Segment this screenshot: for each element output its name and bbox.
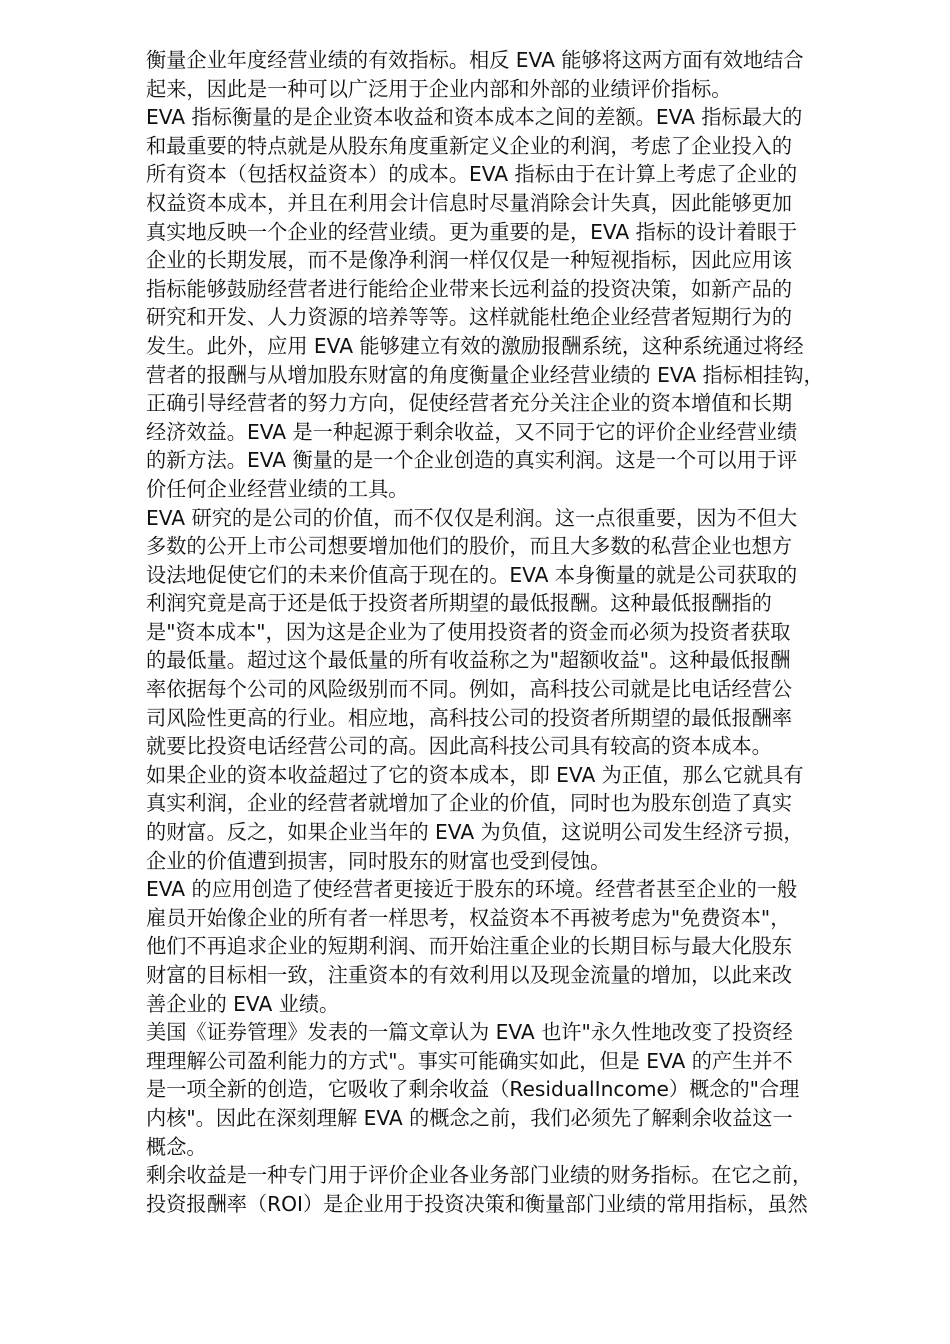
text-line: EVA 的应用创造了使经营者更接近于股东的环境。经营者甚至企业的一般 — [146, 877, 798, 902]
text-line: 设法地促使它们的未来价值高于现在的。EVA 本身衡量的就是公司获取的 — [146, 562, 798, 587]
text-line: 正确引导经营者的努力方向，促使经营者充分关注企业的资本增值和长期 — [146, 391, 793, 416]
text-line: 善企业的 EVA 业绩。 — [146, 991, 340, 1016]
paragraph-6 — [146, 1018, 878, 1161]
text-line: 多数的公开上市公司想要增加他们的股价，而且大多数的私营企业也想方 — [146, 534, 793, 559]
text-line: EVA 研究的是公司的价值，而不仅仅是利润。这一点很重要，因为不但大 — [146, 505, 798, 530]
paragraph-4 — [146, 761, 878, 875]
text-line: 企业的价值遭到损害，同时股东的财富也受到侵蚀。 — [146, 848, 611, 873]
text-line: 财富的目标相一致，注重资本的有效利用以及现金流量的增加，以此来改 — [146, 963, 793, 987]
text-line: 是一项全新的创造，它吸收了剩余收益（ResidualIncome）概念的"合理 — [146, 1077, 800, 1102]
text-line: 如果企业的资本收益超过了它的资本成本，即 EVA 为正值，那么它就具有 — [146, 762, 804, 787]
text-line: EVA 指标衡量的是企业资本收益和资本成本之间的差额。EVA 指标最大的 — [146, 105, 803, 130]
text-line: 价任何企业经营业绩的工具。 — [146, 476, 409, 501]
text-line: 概念。 — [146, 1134, 207, 1159]
text-line: 理理解公司盈利能力的方式"。事实可能确实如此，但是 EVA 的产生并不 — [146, 1048, 793, 1073]
paragraph-2 — [146, 103, 878, 503]
text-line: 的财富。反之，如果企业当年的 EVA 为负值，这说明公司发生经济亏损， — [146, 820, 804, 845]
text-line: 起来，因此是一种可以广泛用于企业内部和外部的业绩评价指标。 — [146, 76, 732, 101]
text-line: 剩余收益是一种专门用于评价企业各业务部门业绩的财务指标。在它之前， — [146, 1163, 813, 1188]
text-line: 衡量企业年度经营业绩的有效指标。相反 EVA 能够将这两方面有效地结合 — [146, 48, 804, 72]
text-line: 他们不再追求企业的短期利润、而开始注重企业的长期目标与最大化股东 — [146, 934, 793, 959]
text-line: 发生。此外，应用 EVA 能够建立有效的激励报酬系统，这种系统通过将经 — [146, 333, 804, 358]
text-line: 利润究竟是高于还是低于投资者所期望的最低报酬。这种最低报酬指的 — [146, 591, 772, 616]
paragraph-5 — [146, 875, 878, 1018]
text-line: 内核"。因此在深刻理解 EVA 的概念之前，我们必须先了解剩余收益这一 — [146, 1105, 793, 1130]
text-line: 权益资本成本，并且在利用会计信息时尽量消除会计失真，因此能够更加 — [146, 190, 793, 215]
text-line: 的最低量。超过这个最低量的所有收益称之为"超额收益"。这种最低报酬 — [146, 648, 791, 673]
text-line: 就要比投资电话经营公司的高。因此高科技公司具有较高的资本成本。 — [146, 734, 772, 759]
text-line: 指标能够鼓励经营者进行能给企业带来长远利益的投资决策，如新产品的 — [146, 276, 793, 301]
text-line: 率依据每个公司的风险级别而不同。例如，高科技公司就是比电话经营公 — [146, 677, 793, 702]
paragraph-3 — [146, 504, 878, 761]
paragraph-1 — [146, 46, 878, 103]
text-line: 企业的长期发展，而不是像净利润一样仅仅是一种短视指标，因此应用该 — [146, 248, 793, 273]
text-line: 真实地反映一个企业的经营业绩。更为重要的是，EVA 指标的设计着眼于 — [146, 219, 798, 244]
text-line: 所有资本（包括权益资本）的成本。EVA 指标由于在计算上考虑了企业的 — [146, 162, 798, 187]
paragraph-7 — [146, 1161, 878, 1218]
text-line: 投资报酬率（ROI）是企业用于投资决策和衡量部门业绩的常用指标，虽然 — [146, 1191, 808, 1216]
text-line: 美国《证券管理》发表的一篇文章认为 EVA 也许"永久性地改变了投资经 — [146, 1020, 793, 1045]
text-line: 和最重要的特点就是从股东角度重新定义企业的利润，考虑了企业投入的 — [146, 133, 793, 158]
text-line: 是"资本成本"，因为这是企业为了使用投资者的资金而必须为投资者获取 — [146, 619, 791, 644]
text-line: 研究和开发、人力资源的培养等等。这样就能杜绝企业经营者短期行为的 — [146, 305, 793, 330]
text-line: 司风险性更高的行业。相应地，高科技公司的投资者所期望的最低报酬率 — [146, 705, 793, 730]
text-line: 经济效益。EVA 是一种起源于剩余收益，又不同于它的评价企业经营业绩 — [146, 419, 798, 444]
text-line: 营者的报酬与从增加股东财富的角度衡量企业经营业绩的 EVA 指标相挂钩， — [146, 362, 824, 387]
document-body — [146, 46, 878, 1218]
text-line: 真实利润，企业的经营者就增加了企业的价值，同时也为股东创造了真实 — [146, 791, 793, 816]
text-line: 的新方法。EVA 衡量的是一个企业创造的真实利润。这是一个可以用于评 — [146, 448, 798, 473]
text-line: 雇员开始像企业的所有者一样思考，权益资本不再被考虑为"免费资本"， — [146, 905, 791, 930]
